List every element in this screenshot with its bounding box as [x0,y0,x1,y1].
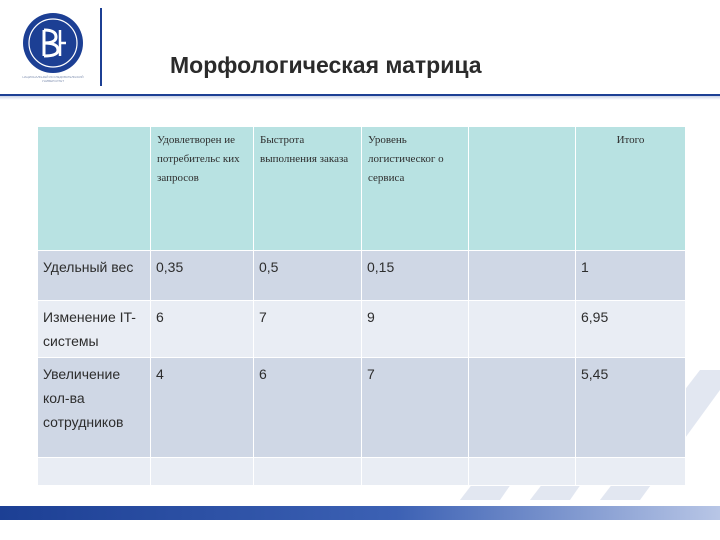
header-cell-total: Итого [576,127,686,251]
table-cell [362,458,469,486]
table-cell: 4 [151,358,254,458]
table-cell: 0,35 [151,251,254,301]
table-cell: 0,15 [362,251,469,301]
table-cell-total [576,458,686,486]
table-row [38,301,686,358]
page-title: Морфологическая матрица [170,52,482,78]
table-cell: 6 [151,301,254,358]
table-header-row [38,127,686,251]
table-row [38,458,686,486]
header-cell-blank [469,127,576,251]
header-cell-satisfaction: Удовлетворен ие потребительс ких запросов [151,127,254,251]
table-cell: 7 [254,301,362,358]
header-cell-speed: Быстрота выполнения заказа [254,127,362,251]
footer-bar [0,506,720,520]
slide-header [0,0,720,100]
table-cell: 0,5 [254,251,362,301]
table-cell [469,251,576,301]
table-cell [469,301,576,358]
morphological-matrix-table [37,126,686,486]
header-cell-service-level: Уровень логистическог о сервиса [362,127,469,251]
header-divider [100,8,102,86]
table-cell [151,458,254,486]
table-cell-total: 1 [576,251,686,301]
table-cell-total: 6,95 [576,301,686,358]
table-row [38,251,686,301]
table-cell: 9 [362,301,469,358]
table-cell [254,458,362,486]
logo-caption: НАЦИОНАЛЬНЫЙ ИССЛЕДОВАТЕЛЬСКИЙ УНИВЕРСИТЕТ [22,75,84,83]
table-cell-total: 5,45 [576,358,686,458]
header-cell-empty [38,127,151,251]
table-row [38,358,686,458]
header-rule-shadow [0,96,720,100]
university-logo-icon [22,12,84,74]
row-label [38,458,151,486]
row-label: Удельный вес [38,251,151,301]
table-cell [469,358,576,458]
row-label: Увеличение кол-ва сотрудников [38,358,151,458]
table-cell: 7 [362,358,469,458]
table-cell: 6 [254,358,362,458]
table-cell [469,458,576,486]
row-label: Изменение IT-системы [38,301,151,358]
